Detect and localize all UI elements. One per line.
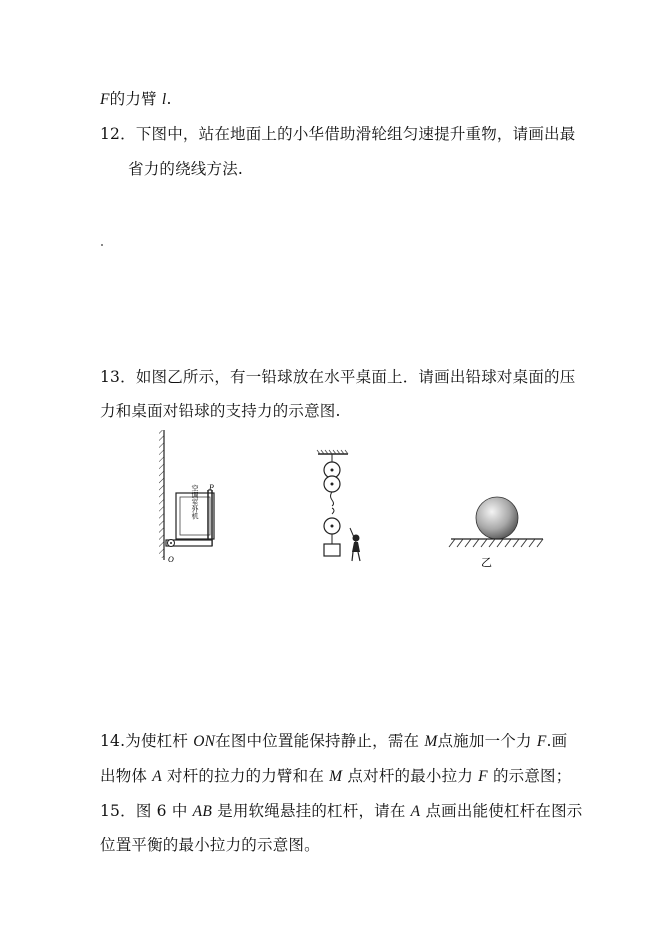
- text: 的力臂: [109, 90, 157, 108]
- var-a: A: [152, 768, 162, 785]
- text: .: [166, 90, 172, 108]
- text: 点对杆的最小拉力: [342, 767, 479, 785]
- q14-line1: [100, 731, 567, 752]
- text: 是用软绳悬挂的杠杆，请在: [212, 802, 411, 820]
- ac-box-label: 空调室外机: [191, 484, 199, 520]
- var-f: F: [100, 91, 110, 108]
- var-f: F: [478, 768, 488, 785]
- text: 对杆的拉力的力臂和在: [161, 767, 330, 785]
- text: 点画出能使杠杆在图示: [420, 802, 583, 820]
- stray-dot: [101, 244, 103, 246]
- text: .画: [546, 732, 568, 750]
- label-o: O: [168, 555, 174, 564]
- q13-line2: 力和桌面对铅球的支持力的示意图.: [100, 402, 341, 420]
- var-f: F: [536, 733, 547, 750]
- text: 14.为使杠杆: [100, 732, 194, 750]
- text: 在图中位置能保持静止，需在: [215, 732, 425, 750]
- q12-line2: 省力的绕线方法.: [128, 160, 244, 178]
- q15-line2: 位置平衡的最小拉力的示意图。: [100, 836, 320, 854]
- figure-pulley: [310, 448, 380, 568]
- q13-line1: 13．如图乙所示，有一铅球放在水平桌面上．请画出铅球对桌面的压: [100, 368, 576, 386]
- figure-lever-ac: [150, 428, 225, 568]
- var-on: ON: [193, 733, 216, 750]
- figure-ball-on-table: [445, 490, 545, 570]
- ball-caption: 乙: [481, 557, 492, 569]
- q14-line2: [100, 766, 571, 787]
- text: 的示意图；: [487, 767, 572, 785]
- text: 15．图 6 中: [100, 802, 193, 820]
- q15-line1: [100, 801, 582, 822]
- q12-line1: 12．下图中，站在地面上的小华借助滑轮组匀速提升重物，请画出最: [100, 125, 576, 143]
- var-a: A: [410, 803, 421, 820]
- var-ab: AB: [192, 803, 213, 820]
- label-p: P: [209, 483, 214, 492]
- var-l: l: [161, 91, 167, 108]
- text: 点施加一个力: [437, 732, 537, 750]
- var-m: M: [424, 733, 438, 750]
- q11-tail: [100, 89, 172, 110]
- text: 出物体: [100, 767, 153, 785]
- var-m: M: [329, 768, 343, 785]
